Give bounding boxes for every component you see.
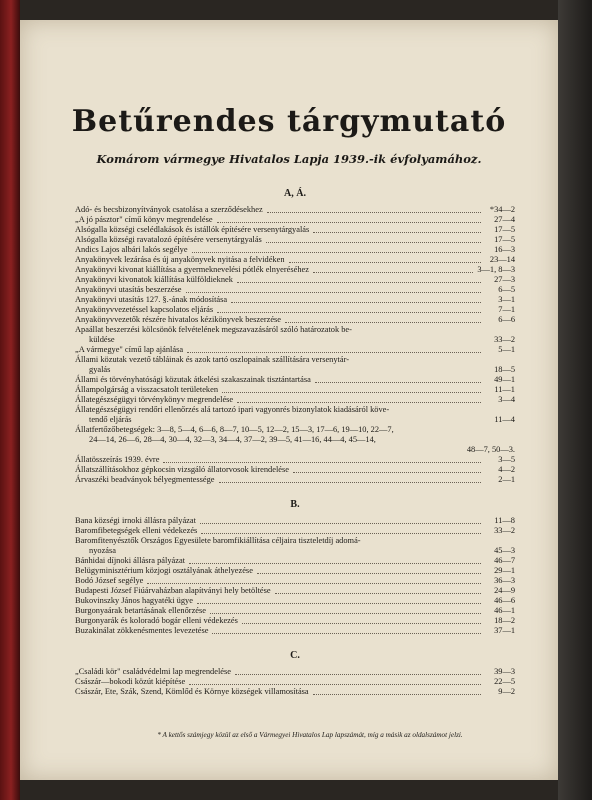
leader-dots [242,623,481,624]
index-entry [75,305,515,315]
index-entry [75,375,515,385]
entry-text: Anyakönyvi utasítás beszerzése [75,285,182,294]
entry-text: „Családi kör" családvédelmi lap megrendelése [75,667,231,676]
continuation-text: 48—7, 50—3. [466,445,515,454]
entry-reference: 46—6 [494,596,515,605]
entry-reference: 9—2 [498,687,515,696]
entry-reference: 36—3 [494,576,515,585]
leader-dots [235,674,481,675]
entry-reference: 2—1 [498,475,515,484]
index-entry [75,385,515,395]
leader-dots [289,262,481,263]
section-gap [75,636,515,644]
entry-reference: 7—1 [498,305,515,314]
index-entry [75,566,515,576]
index-entry [75,205,515,215]
index-entry [75,677,515,687]
continuation-text: küldése [89,335,115,344]
footnote: * A kettős számjegy közül az első a Vármegyei Hivatalos Lap lapszámát, míg a másik az oldalszámot jelzi. [157,731,463,739]
index-entry [75,215,515,225]
entry-reference: 39—3 [494,667,515,676]
continuation-text: 24—14, 26—6, 28—4, 30—4, 32—3, 34—4, 37—2, 39—5, 41—16, 44—4, 45—14, [89,435,376,444]
leader-dots [315,382,481,383]
entry-text: „A jó pásztor" című könyv megrendelése [75,215,213,224]
entry-reference: 3—4 [498,395,515,404]
leader-dots [313,694,481,695]
entry-text: Alsógalla községi cselédlakások és istállók építésére versenytárgyalás [75,225,310,234]
entry-reference: 33—2 [494,526,515,535]
index-entry [75,285,515,295]
entry-reference: 4—2 [498,465,515,474]
section-gap [75,485,515,493]
index-entry [75,586,515,596]
entry-reference: 6—6 [498,315,515,324]
index-entry [75,225,515,235]
entry-reference: 29—1 [494,566,515,575]
entry-text: Anyakönyvi utasítás 127. §.-ának módosítása [75,295,228,304]
entry-reference: 27—3 [494,275,515,284]
entry-reference: 33—2 [494,335,515,344]
index-entry [75,667,515,677]
entry-reference: 22—5 [494,677,515,686]
entry-text: Anyakönyvek lezárása és új anyakönyvek nyitása a felvidéken [75,255,285,264]
leader-dots [197,603,481,604]
entry-text: Állami közutak vezető tábláinak és azok tartó oszlopainak szállítására versenytár- [75,355,349,364]
entry-reference: 37—1 [494,626,515,635]
index-entry [75,345,515,355]
page-title: Betűrendes tárgymutató [71,104,507,139]
index-entry [75,455,515,465]
entry-text: Burgonyaárak betartásának ellenőrzése [75,606,206,615]
index-entry [75,475,515,485]
entry-text: Anyakönyvi kivonat kiállítása a gyermeknevelési pótlék elnyeréséhez [75,265,309,274]
entry-reference: 27—4 [494,215,515,224]
entry-reference: 17—5 [494,225,515,234]
entry-continuation [75,435,515,445]
entry-text: Bánhidai díjnoki állásra pályázat [75,556,185,565]
entry-text: Állatösszeírás 1939. évre [75,455,160,464]
index-entry [75,275,515,285]
leader-dots [192,252,481,253]
leader-dots [187,352,481,353]
entry-text: „A vármegye" című lap ajánlása [75,345,184,354]
entry-text: Burgonyarák és koloradó bogár elleni védekezés [75,616,238,625]
entry-text: Adó- és becsbizonyítványok csatolása a szerződésekhez [75,205,263,214]
leader-dots [219,482,481,483]
entry-text: Anyakönyvvezetéssel kapcsolatos eljárás [75,305,214,314]
entry-text: Anyakönyvvezetők részére hivatalos kézikönyvek beszerzése [75,315,282,324]
leader-dots [163,462,481,463]
index-entry [75,355,515,365]
entry-continuation [75,365,515,375]
entry-reference: 11—4 [494,415,515,424]
leader-dots [186,292,481,293]
entry-continuation [75,445,515,455]
leader-dots [266,242,481,243]
entry-reference: 46—7 [494,556,515,565]
entry-reference: 3—1 [498,295,515,304]
entry-reference: 18—2 [494,616,515,625]
index-entry [75,526,515,536]
entry-continuation [75,415,515,425]
leader-dots [212,633,481,634]
index-entry [75,325,515,335]
entry-reference: 3—5 [498,455,515,464]
leader-dots [267,212,481,213]
entry-reference: 6—5 [498,285,515,294]
index-entry [75,425,515,435]
index-entry [75,576,515,586]
entry-reference: 46—1 [494,606,515,615]
leader-dots [201,533,481,534]
entry-reference: 11—8 [494,516,515,525]
entry-reference: *34—2 [489,205,515,214]
entry-reference: 49—1 [494,375,515,384]
entry-text: Császár—bokodi közút kiépítése [75,677,186,686]
entry-reference: 45—3 [494,546,515,555]
entry-text: Belügyminisztérium közjogi osztályának áthelyezése [75,566,253,575]
index-entry [75,295,515,305]
entry-reference: 16—3 [494,245,515,254]
entry-text: Állampolgárság a visszacsatolt területeken [75,385,219,394]
section-heading: B. [290,499,300,510]
leader-dots [285,322,481,323]
leader-dots [275,593,481,594]
entry-reference: 11—1 [494,385,515,394]
index-entry [75,687,515,697]
entry-text: Árvaszéki beadványok bélyegmentessége [75,475,215,484]
index-entry [75,315,515,325]
leader-dots [217,312,481,313]
entry-text: Bodó József segélye [75,576,144,585]
index-content [75,182,515,697]
entry-text: Állategészségügyi rendőri ellenőrzés alá tartozó ipari vagyonrés bizonylatok kiadásáról köve- [75,405,390,414]
entry-reference: 18—5 [494,365,515,374]
entry-text: Állatfertőzőbetegségek: 3—8, 5—4, 6—6, 8—7, 10—5, 12—2, 15—3, 17—6, 19—10, 22—7, [75,425,394,434]
entry-text: Állatszállításokhoz gépkocsin vizsgáló állatorvosok kirendelése [75,465,289,474]
leader-dots [210,613,481,614]
entry-reference: 3—1, 8—3 [477,265,515,274]
leader-dots [189,563,481,564]
index-entry [75,556,515,566]
index-entry [75,536,515,546]
entry-text: Budapesti József Fiúárvaházban alapítványi hely betöltése [75,586,271,595]
leader-dots [147,583,481,584]
leader-dots [237,402,481,403]
entry-reference: 5—1 [498,345,515,354]
leader-dots [189,684,481,685]
index-entry [75,606,515,616]
index-entry [75,516,515,526]
entry-continuation [75,546,515,556]
entry-text: Buzakinálat zökkenésmentes levezetése [75,626,209,635]
document-page [20,20,558,780]
leader-dots [257,573,481,574]
index-entry [75,395,515,405]
entry-reference: 17—5 [494,235,515,244]
entry-reference: 23—14 [489,255,515,264]
leader-dots [231,302,481,303]
leader-dots [217,222,481,223]
leader-dots [222,392,481,393]
page-subtitle: Komárom vármegye Hivatalos Lapja 1939.-ik évfolyamához. [96,152,482,166]
leader-dots [313,272,473,273]
entry-reference: 24—9 [494,586,515,595]
continuation-text: nyozása [89,546,116,555]
entry-text: Állami és törvényhatósági közutak átkelési szakaszainak tisztántartása [75,375,311,384]
section-heading: C. [290,650,300,661]
index-entry [75,626,515,636]
index-entry [75,405,515,415]
entry-text: Bukovinszky János hagyatéki ügye [75,596,193,605]
entry-continuation [75,335,515,345]
leader-dots [293,472,481,473]
section-heading: A, Á. [284,188,306,199]
index-entry [75,235,515,245]
continuation-text: tendő eljárás [89,415,132,424]
index-entry [75,265,515,275]
index-entry [75,245,515,255]
book-cover-edge [558,0,592,800]
entry-text: Császár, Ete, Szák, Szend, Kömlőd és Környe községek villamosítása [75,687,309,696]
entry-text: Andics Lajos albári lakós segélye [75,245,188,254]
index-entry [75,596,515,606]
entry-text: Anyakönyvi kivonatok kiállítása külföldieknek [75,275,233,284]
index-entry [75,465,515,475]
entry-text: Apaállat beszerzési kölcsönök felvételének megszavazásáról szóló határozatok be- [75,325,352,334]
entry-text: Állategészségügyi törvénykönyv megrendelése [75,395,234,404]
entry-text: Bana községi irnoki állásra pályázat [75,516,196,525]
entry-text: Baromfibetegségek elleni védekezés [75,526,198,535]
book-binding [0,0,20,800]
leader-dots [237,282,481,283]
entry-text: Alsógalla községi ravatalozó építésére versenytárgyalás [75,235,262,244]
index-entry [75,255,515,265]
continuation-text: gyalás [89,365,111,374]
leader-dots [313,232,481,233]
index-entry [75,616,515,626]
entry-text: Baromfitenyésztők Országos Egyesülete baromfikiállítása céljaira tiszteletdíj adomá- [75,536,361,545]
leader-dots [200,523,481,524]
